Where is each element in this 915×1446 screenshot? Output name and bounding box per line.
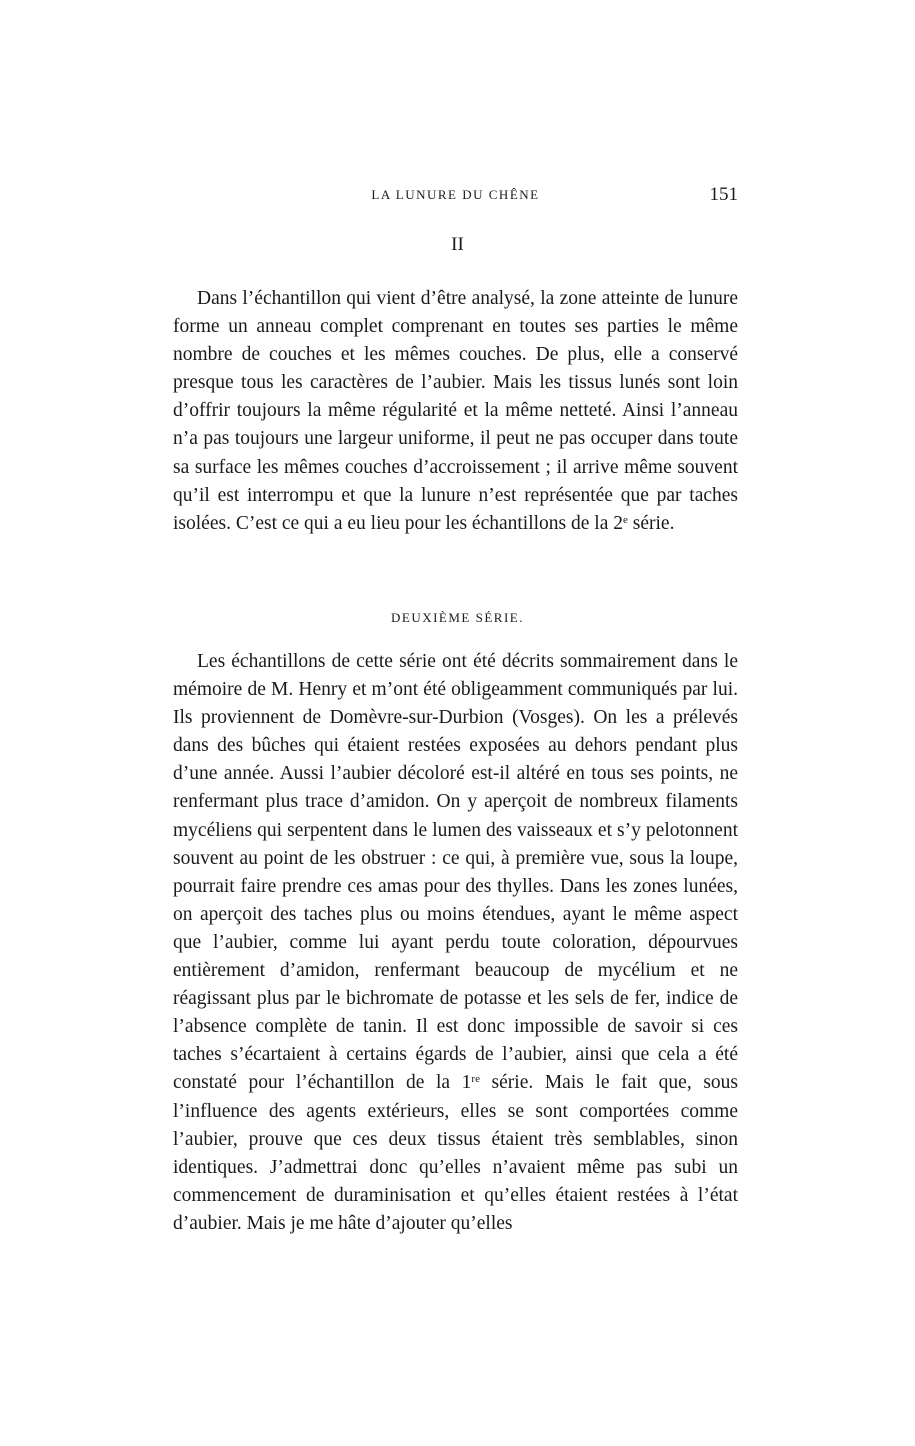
paragraph-text: Dans l’échantillon qui vient d’être analysé, la zone atteinte de lunure forme un anneau complet comprenant en toutes ses parties le même nombre de couches et les mêmes couches. De plus, elle a conservé presque tous les caractères de l’aubier. Mais les tissus lunés sont loin d’offrir toujours la même régularité et la même netteté. Ainsi l’anneau n’a pas toujours une largeur uniforme, il peut ne pas occuper dans toute sa surface les mêmes couches d’accroissement ; il arrive même souvent qu’il est interrompu et que la lunure n’est représentée que par taches isolées. C’est ce qui a eu lieu pour les échantillons de la 2	[173, 288, 738, 534]
paragraph-text-tail: série.	[627, 512, 675, 534]
page-number: 151	[709, 184, 738, 205]
section-numeral: II	[451, 234, 464, 255]
running-title: LA LUNURE DU CHÊNE	[371, 187, 540, 202]
section-subheading: DEUXIÈME SÉRIE.	[391, 610, 524, 625]
paragraph-text-tail: série. Mais le fait que, sous l’influence des agents extérieurs, elles se sont comportées comme l’aubier, prouve que ces deux tissus étaient très semblables, sinon identiques. J’admettrai donc qu’elles n’avaient même pas subi un commencement de duraminisation et qu’elles étaient restées à l’état d’aubier. Mais je me hâte d’ajouter qu’elles	[173, 1072, 738, 1234]
ordinal-superscript: e	[623, 513, 628, 526]
ordinal-superscript: re	[471, 1073, 480, 1086]
body-paragraph	[173, 285, 738, 538]
body-paragraph	[173, 648, 738, 1238]
paragraph-text: Les échantillons de cette série ont été décrits sommairement dans le mémoire de M. Henry et m’ont été obligeamment communiqués par lui. Ils proviennent de Domèvre-sur-Durbion (Vosges). On les a prélevés dans des bûches qui étaient restées exposées au dehors pendant plus d’une année. Aussi l’aubier décoloré est-il altéré en tous ses points, ne renfermant plus trace d’amidon. On y aperçoit de nombreux filaments mycéliens qui serpentent dans le lumen des vaisseaux et s’y pelotonnent souvent au point de les obstruer : ce qui, à première vue, sous la loupe, pourrait faire prendre ces amas pour des thylles. Dans les zones lunées, on aperçoit des taches plus ou moins étendues, ayant le même aspect que l’aubier, comme lui ayant perdu toute coloration, dépourvues entièrement d’amidon, renfermant beaucoup de mycélium et ne réagissant plus par le bichromate de potasse et les sels de fer, indice de l’absence complète de tanin. Il est donc impossible de savoir si ces taches s’écartaient à certains égards de l’aubier, ainsi que cela a été constaté pour l’échantillon de la 1	[173, 651, 738, 1094]
running-header	[173, 183, 738, 207]
